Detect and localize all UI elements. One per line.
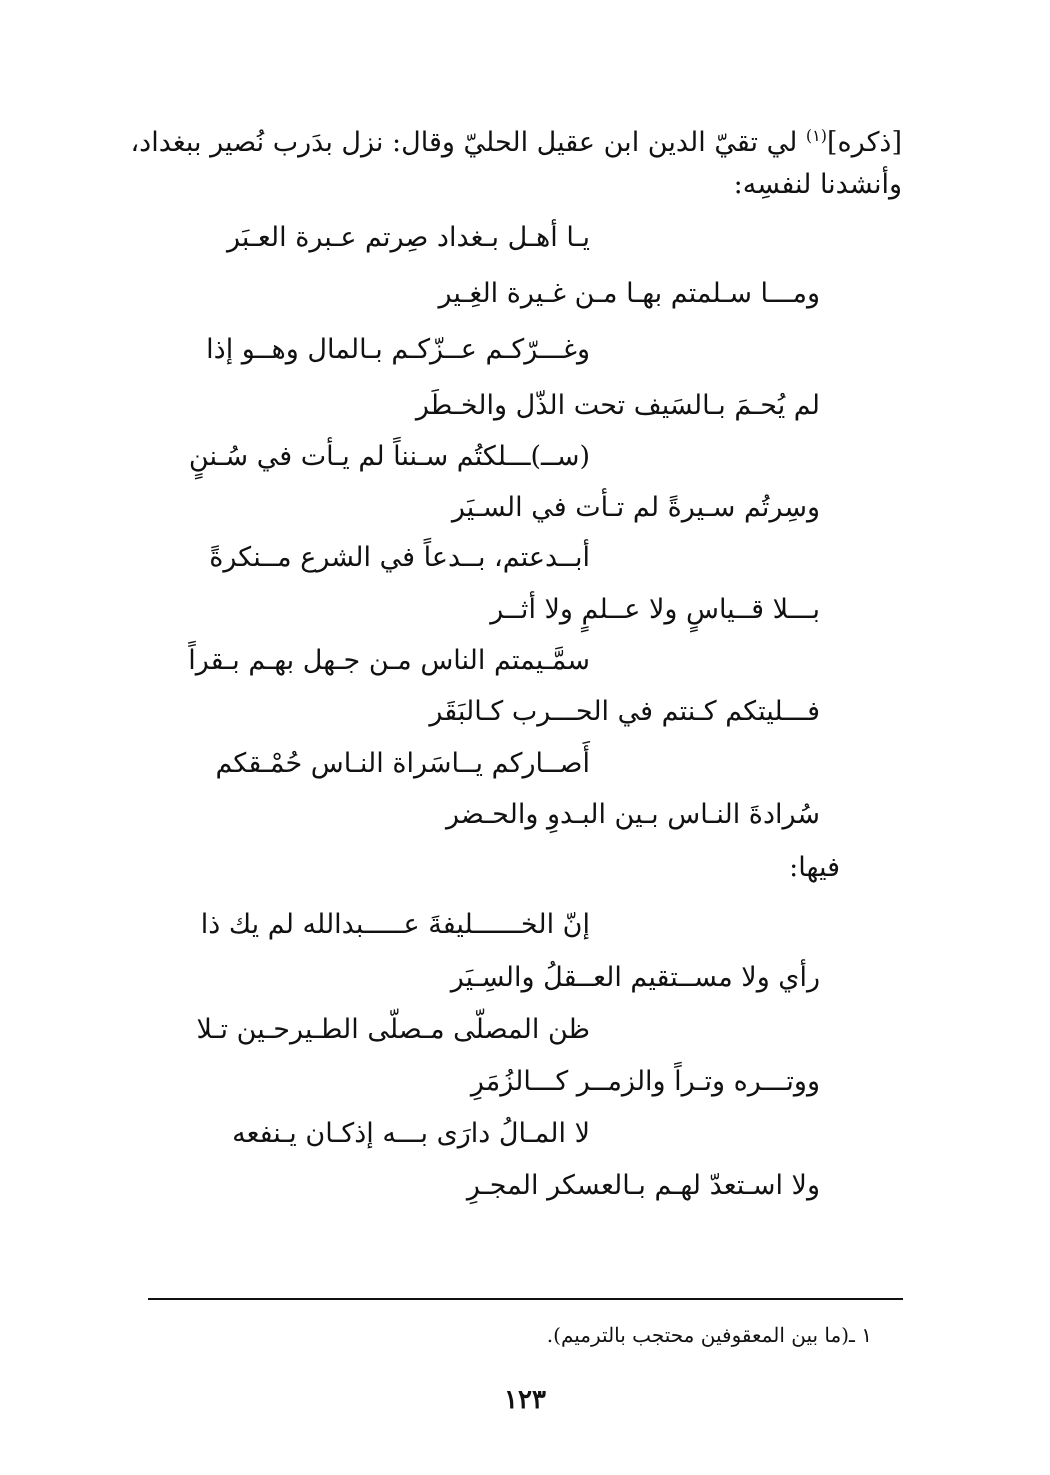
footnote-ref: (١) <box>805 126 827 145</box>
poem2-hemistich-3: ظن المصلّى مـصلّى الطـيرحـين تـلا <box>196 1014 590 1045</box>
poem1-hemistich-1: يـا أهـل بـغداد صِرتم عـبرة العـبَر <box>226 222 590 253</box>
poem1-hemistich-2: ومـــا سـلمتم بهـا مـن غـيرة الغِـير <box>438 278 820 309</box>
poem1-hemistich-4: لم يُحـمَ بـالسَيف تحت الذّل والخـطَر <box>415 390 820 421</box>
poem2-hemistich-4: ووتـــره وتـراً والزمــر كـــالزُمَرِ <box>470 1066 820 1097</box>
poem1-hemistich-7: أبــدعتم، بــدعاً في الشرع مــنكرةً <box>209 542 590 573</box>
section-label: فيها: <box>789 852 840 883</box>
footnote-divider <box>148 1298 903 1300</box>
poem2-hemistich-2: رأي ولا مســتقيم العــقلُ والسِـيَر <box>450 962 820 993</box>
intro-line-2: وأنشدنا لنفسِه: <box>733 169 902 200</box>
poem1-hemistich-3: وغـــرّكـم عــزّكـم بـالمال وهــو إذا <box>206 334 590 365</box>
poem2-hemistich-1: إنّ الخــــــليفةَ عـــــبدالله لم يك ذا <box>200 909 590 940</box>
poem2-hemistich-6: ولا اسـتعدّ لهـم بـالعسكر المجـرِ <box>466 1170 820 1201</box>
page-number: ١٢٣ <box>504 1385 546 1415</box>
poem1-hemistich-5: (ســ)ـــلكتُم سـنناً لم يـأت في سُـننٍ <box>188 441 590 472</box>
poem1-hemistich-12: سُرادةَ النـاس بـين البـدوِ والحـضر <box>445 799 820 830</box>
intro-bracket-text: [ذكره] <box>827 127 902 158</box>
poem1-hemistich-6: وسِرتُم سـيرةً لم تـأت في السـيَر <box>451 492 820 523</box>
footnote-text: ١ ـ(ما بين المعقوفين محتجب بالترميم). <box>546 1323 872 1347</box>
poem2-hemistich-5: لا المـالُ دارَى بـــه إذكـان يـنفعه <box>232 1118 590 1149</box>
poem1-hemistich-8: بـــلا قــياسٍ ولا عــلمٍ ولا أثــر <box>490 594 820 625</box>
intro-line-1 <box>130 123 902 163</box>
poem1-hemistich-11: أَصــاركم يــاسَراة النـاس حُمْـقكم <box>215 748 590 779</box>
poem1-hemistich-9: سمَّـيمتم الناس مـن جـهل بهـم بـقراً <box>188 645 590 676</box>
intro-text: لي تقيّ الدين ابن عقيل الحليّ وقال: نزل بدَرب نُصير ببغداد، <box>130 127 806 158</box>
poem1-hemistich-10: فـــليتكم كـنتم في الحـــرب كـالبَقَر <box>429 696 820 727</box>
